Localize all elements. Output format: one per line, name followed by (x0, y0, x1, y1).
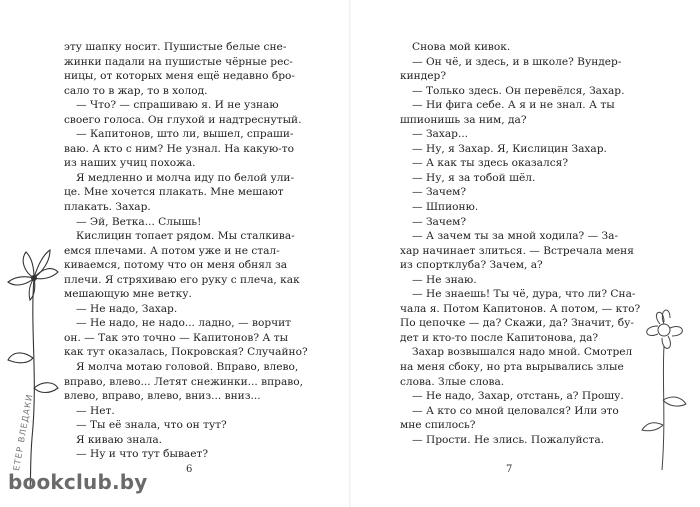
text-line: слова. Злые слова. (400, 375, 505, 388)
text-line: мне спилось? (400, 419, 476, 432)
text-line: — Зачем? (412, 215, 467, 228)
text-line: своего голоса. Он глухой и надтреснутый. (64, 113, 302, 126)
text-line: — Ну, я за тобой шёл. (412, 171, 536, 184)
text-line: Я молча мотаю головой. Вправо, влево, (76, 361, 299, 374)
text-line: емся плечами. А потом уже и не стал- (64, 244, 280, 257)
right-page-number: 7 (506, 464, 513, 475)
text-line: — Ну и что тут бывает? (76, 448, 209, 461)
text-line: мешающую мне ветку. (64, 288, 192, 301)
text-line: ваю. А кто с ним? Не узнал. На какую-то (64, 142, 295, 155)
text-line: — Не надо, Захар. (76, 302, 178, 315)
text-line: — Эй, Ветка... Слышь! (76, 215, 202, 228)
text-line: Я киваю знала. (76, 433, 163, 446)
text-line: эту шапку носит. Пушистые белые сне- (64, 41, 287, 53)
text-line: как тут оказалась, Покровская? Случайно? (64, 346, 308, 359)
text-line: Я медленно и молча иду по белой ули- (76, 171, 295, 184)
right-page-text (400, 40, 644, 447)
text-line: он. — Так это точно — Капитонов? А ты (64, 331, 289, 344)
text-line: — Не знаешь! Ты чё, дура, что ли? Сна- (412, 288, 636, 301)
book-gutter (349, 0, 351, 507)
text-line: сало то в жар, то в холод. (64, 84, 208, 97)
text-line: ницы, от которых меня ещё недавно бро- (64, 70, 295, 83)
text-line: — Шпионю. (412, 201, 479, 214)
text-line: из наших учиц похожа. (64, 157, 196, 170)
text-line: плечи. Я стряхиваю его руку с плеча, как (64, 273, 300, 286)
text-line: Захар возвышался надо мной. Смотрел (412, 346, 633, 359)
text-line: — Не надо, не надо... ладно, — ворчит (76, 317, 292, 330)
side-caption: ЕТЕР ВЛЕДАКИ (12, 392, 36, 472)
text-line: киндер? (400, 70, 446, 83)
text-line: — Ни фига себе. А я и не знал. А ты (412, 99, 615, 112)
text-line: шпионишь за ним, да? (400, 113, 527, 126)
text-line: — Зачем? (412, 186, 467, 199)
text-line: Снова мой кивок. (412, 41, 511, 53)
text-line: — Он чё, и здесь, и в школе? Вундер- (412, 55, 622, 68)
right-flower-illustration (636, 300, 700, 470)
text-line: на меня сбоку, но рта вырывались злые (400, 361, 624, 374)
text-line: — Ты её знала, что он тут? (76, 419, 227, 432)
text-line: — Что? — спрашиваю я. И не узнаю (76, 99, 279, 112)
text-line: — Капитонов, што ли, вышел, спраши- (76, 128, 294, 141)
text-line: влево, вправо, влево, вниз... вниз... (64, 390, 261, 403)
text-line: из спортклуба? Зачем, а? (400, 259, 543, 272)
left-flower-illustration (0, 238, 64, 488)
text-line: вправо, влево... Летят снежинки... вправо, (64, 375, 303, 388)
text-line: киваемся, потому что он меня обнял за (64, 259, 288, 272)
bookclub-watermark: bookclub.by (8, 470, 148, 494)
text-line: Кислицин топает рядом. Мы сталкива- (76, 230, 295, 243)
text-line: — Ну, я Захар. Я, Кислицин Захар. (412, 142, 607, 155)
text-line: — Нет. (76, 404, 115, 417)
text-line: — Только здесь. Он перевёлся, Захар. (412, 84, 625, 97)
left-page-text (64, 40, 326, 462)
text-line: плакать. Захар. (64, 201, 151, 214)
text-line: — Прости. Не злись. Пожалуйста. (412, 433, 605, 446)
left-page-number: 6 (186, 464, 193, 475)
text-line: По цепочке — да? Скажи, да? Значит, бу- (400, 317, 634, 330)
text-line: хар начинает злиться. — Встречала меня (400, 244, 634, 257)
text-line: дет и кто-то после Капитонова, да? (400, 331, 599, 344)
text-line: — А зачем ты за мной ходила? — За- (412, 230, 619, 243)
text-line: — Не надо, Захар, отстань, а? Прошу. (412, 390, 624, 403)
text-line: — А кто со мной целовался? Или это (412, 404, 619, 417)
text-line: — Не знаю. (412, 273, 477, 286)
text-line: чала я. Потом Капитонов. А потом, — кто? (400, 302, 641, 315)
text-line: жинки падали на пушистые чёрные рес- (64, 55, 293, 68)
text-line: це. Мне хочется плакать. Мне мешают (64, 186, 284, 199)
text-line: — Захар... (412, 128, 469, 141)
text-line: — А как ты здесь оказался? (412, 157, 569, 170)
